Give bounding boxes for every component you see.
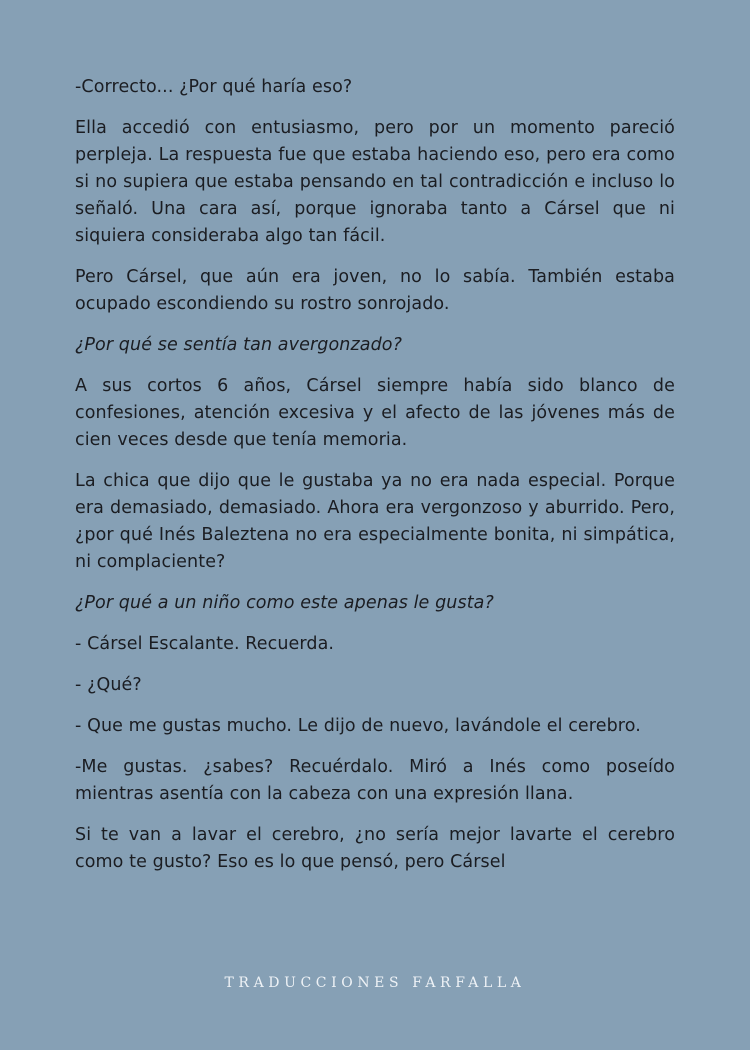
paragraph-6: La chica que dijo que le gustaba ya no era nada especial. Porque era demasiado, demasiado. Ahora era vergonzoso y aburrido. Pero, ¿por qué Inés Baleztena no era especialmente bonita, ni simpática, ni complaciente? [75,471,675,572]
paragraph-5: A sus cortos 6 años, Cársel siempre había sido blanco de confesiones, atención excesiva y el afecto de las jóvenes más de cien veces desde que tenía memoria. [75,376,675,450]
paragraph-2: Ella accedió con entusiasmo, pero por un momento pareció perpleja. La respuesta fue que estaba haciendo eso, pero era como si no supiera que estaba pensando en tal contradicción e incluso lo señaló. Una cara así, porque ignoraba tanto a Cársel que ni siquiera consideraba algo tan fácil. [75,118,675,246]
paragraph-8: - Cársel Escalante. Recuerda. [75,634,335,654]
paragraph-7-italic: ¿Por qué a un niño como este apenas le gusta? [75,593,494,613]
paragraph-12: Si te van a lavar el cerebro, ¿no sería mejor lavarte el cerebro como te gusto? Eso es lo que pensó, pero Cársel [75,825,675,872]
paragraph-1: -Correcto... ¿Por qué haría eso? [75,77,353,97]
paragraph-3: Pero Cársel, que aún era joven, no lo sabía. También estaba ocupado escondiendo su rostro sonrojado. [75,267,675,314]
paragraph-9: - ¿Qué? [75,675,142,695]
paragraph-10: - Que me gustas mucho. Le dijo de nuevo, lavándole el cerebro. [75,716,641,736]
paragraph-11: -Me gustas. ¿sabes? Recuérdalo. Miró a Inés como poseído mientras asentía con la cabeza con una expresión llana. [75,757,675,804]
paragraph-4-italic: ¿Por qué se sentía tan avergonzado? [75,335,402,355]
page-body [75,74,675,890]
footer-credit: TRADUCCIONES FARFALLA [224,975,526,991]
